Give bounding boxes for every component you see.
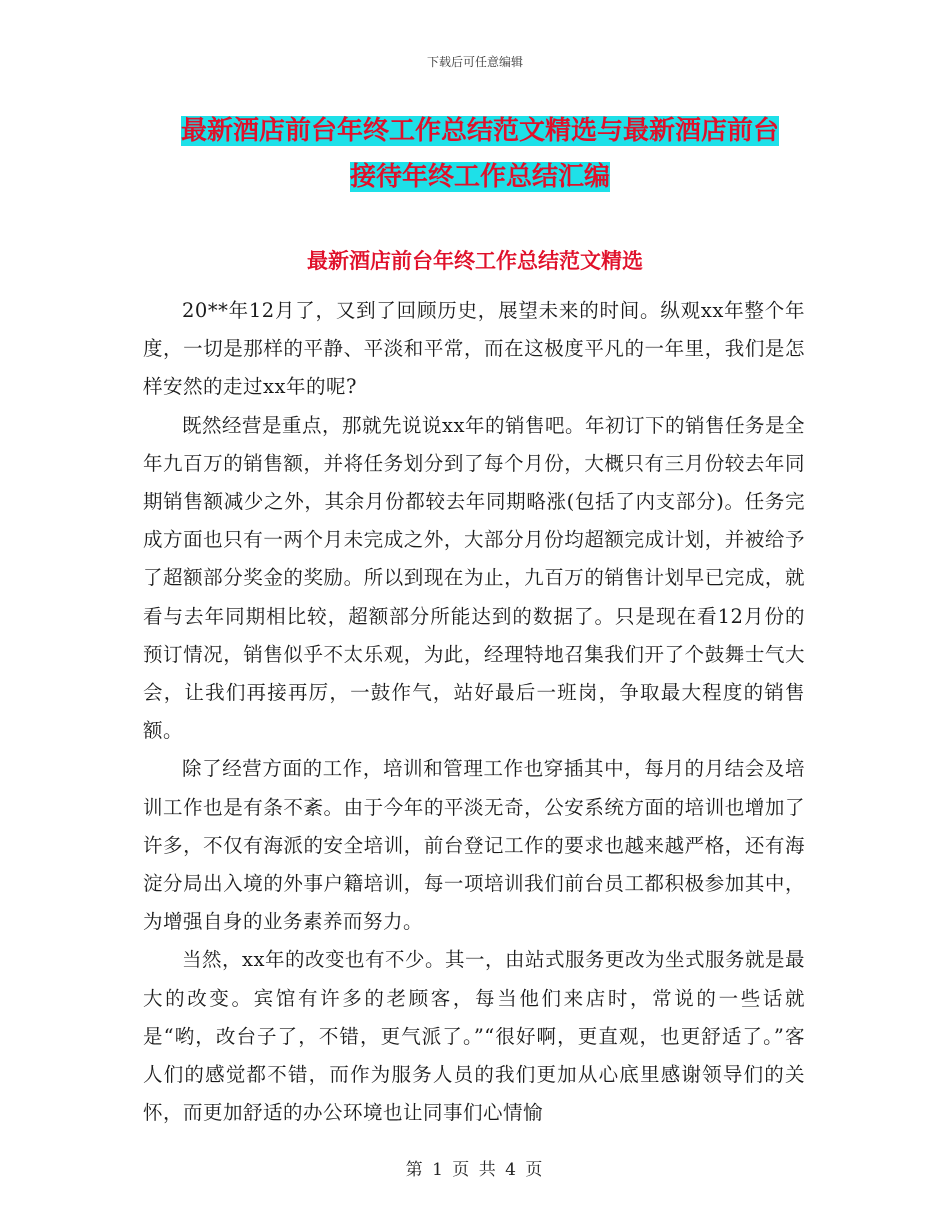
header-note: 下载后可任意编辑: [426, 55, 523, 69]
document-title: [140, 108, 820, 200]
title-line-1: 最新酒店前台年终工作总结范文精选与最新酒店前台: [180, 116, 779, 146]
paragraph: 除了经营方面的工作，培训和管理工作也穿插其中，每月的月结会及培训工作也是有条不紊。由于今年的平淡无奇，公安系统方面的培训也增加了许多，不仅有海派的安全培训，前台登记工作的要求也越来越严格，还有海淀分局出入境的外事户籍培训，每一项培训我们前台员工都积极参加其中，为增强自身的业务素养而努力。: [143, 757, 805, 934]
section-title: 最新酒店前台年终工作总结范文精选: [307, 249, 643, 273]
body-text: [143, 292, 805, 1132]
paragraph: 当然，xx年的改变也有不少。其一，由站式服务更改为坐式服务就是最大的改变。宾馆有许多的老顾客，每当他们来店时，常说的一些话就是“哟，改台子了，不错，更气派了。”“很好啊，更直观，也更舒适了。”客人们的感觉都不错，而作为服务人员的我们更加从心底里感谢领导们的关怀，而更加舒适的办公环境也让同事们心情愉: [143, 948, 805, 1125]
page-number: 第 1 页 共 4 页: [405, 1160, 545, 1180]
paragraph: 20**年12月了，又到了回顾历史，展望未来的时间。纵观xx年整个年度，一切是那样的平静、平淡和平常，而在这极度平凡的一年里，我们是怎样安然的走过xx年的呢?: [143, 299, 805, 399]
paragraph: 既然经营是重点，那就先说说xx年的销售吧。年初订下的销售任务是全年九百万的销售额，并将任务划分到了每个月份，大概只有三月份较去年同期销售额减少之外，其余月份都较去年同期略涨(包括了内支部分)。任务完成方面也只有一两个月未完成之外，大部分月份均超额完成计划，并被给予了超额部分奖金的奖励。所以到现在为止，九百万的销售计划早已完成，就看与去年同期相比较，超额部分所能达到的数据了。只是现在看12月份的预订情况，销售似乎不太乐观，为此，经理特地召集我们开了个鼓舞士气大会，让我们再接再厉，一鼓作气，站好最后一班岗，争取最大程度的销售额。: [143, 413, 805, 743]
title-line-2: 接待年终工作总结汇编: [349, 162, 610, 192]
